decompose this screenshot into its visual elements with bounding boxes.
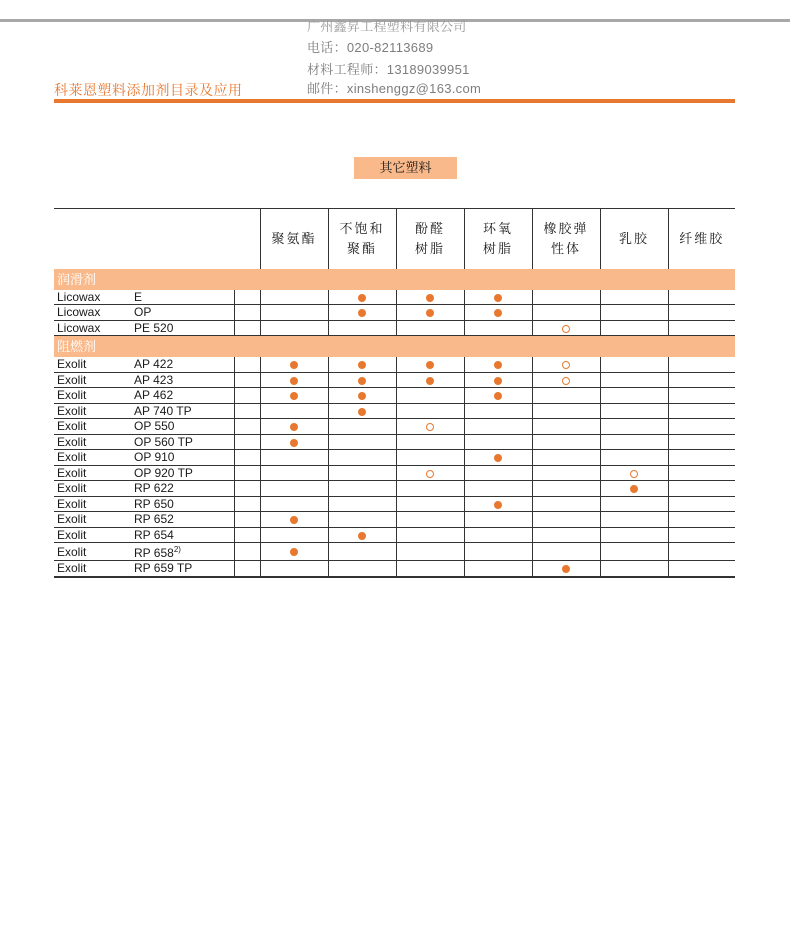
product-row [54, 481, 735, 497]
product-row [54, 388, 735, 404]
brand-cell: Exolit [54, 543, 134, 561]
brand-cell: Licowax [54, 290, 134, 305]
section-title: 其它塑料 [354, 157, 457, 179]
spacer-cell [234, 561, 260, 577]
applicability-cell [532, 372, 600, 388]
applicability-cell [532, 305, 600, 321]
applicability-cell [260, 527, 328, 543]
brand-cell: Exolit [54, 419, 134, 435]
grade-text: OP 910 [134, 450, 175, 465]
applicability-cell [328, 305, 396, 321]
applicability-cell [328, 561, 396, 577]
engineer-line: 材料工程师：13189039951 [307, 62, 470, 77]
filled-dot-icon [290, 361, 298, 369]
applicability-cell [600, 481, 668, 497]
filled-dot-icon [358, 294, 366, 302]
spacer-cell [234, 320, 260, 336]
header-blank [54, 209, 260, 269]
open-circle-icon [426, 470, 434, 478]
grade-cell [134, 561, 234, 577]
applicability-cell [668, 320, 735, 336]
applicability-cell [396, 543, 464, 561]
category-row [54, 336, 735, 358]
applicability-cell [260, 496, 328, 512]
applicability-cell [532, 512, 600, 528]
open-circle-icon [630, 470, 638, 478]
filled-dot-icon [358, 377, 366, 385]
grade-cell [134, 450, 234, 466]
open-circle-icon [562, 361, 570, 369]
grade-text: OP 550 [134, 419, 175, 434]
applicability-cell [532, 527, 600, 543]
applicability-cell [464, 320, 532, 336]
applicability-cell [396, 561, 464, 577]
col-header-phenolic-resin: 酚醛 树脂 [396, 209, 464, 269]
open-circle-icon [562, 377, 570, 385]
brand-cell: Exolit [54, 481, 134, 497]
applicability-cell [260, 372, 328, 388]
spacer-cell [234, 290, 260, 305]
applicability-cell [532, 357, 600, 372]
product-row [54, 419, 735, 435]
applicability-cell [396, 481, 464, 497]
grade-cell [134, 372, 234, 388]
applicability-cell [600, 561, 668, 577]
applicability-cell [600, 434, 668, 450]
applicability-cell [260, 403, 328, 419]
filled-dot-icon [290, 392, 298, 400]
col-header-polyurethane: 聚氨酯 [260, 209, 328, 269]
applicability-cell [668, 290, 735, 305]
filled-dot-icon [358, 392, 366, 400]
product-row [54, 496, 735, 512]
applicability-cell [464, 481, 532, 497]
grade-cell [134, 305, 234, 321]
grade-text: RP 652 [134, 512, 174, 527]
applicability-cell [260, 543, 328, 561]
product-row [54, 403, 735, 419]
open-circle-icon [426, 423, 434, 431]
applicability-cell [464, 434, 532, 450]
applicability-cell [464, 465, 532, 481]
filled-dot-icon [290, 516, 298, 524]
grade-cell [134, 543, 234, 561]
grade-text: OP 920 TP [134, 465, 193, 480]
grade-cell [134, 388, 234, 404]
applicability-cell [396, 419, 464, 435]
brand-cell: Exolit [54, 357, 134, 372]
applicability-cell [668, 512, 735, 528]
filled-dot-icon [426, 309, 434, 317]
applicability-cell [600, 290, 668, 305]
table-header-row [54, 209, 735, 269]
grade-cell [134, 512, 234, 528]
footnote-marker: 2) [173, 545, 181, 554]
applicability-cell [464, 305, 532, 321]
applicability-cell [600, 403, 668, 419]
applicability-cell [464, 419, 532, 435]
brand-cell: Licowax [54, 320, 134, 336]
applicability-cell [464, 290, 532, 305]
filled-dot-icon [426, 377, 434, 385]
spacer-cell [234, 403, 260, 419]
applicability-cell [260, 357, 328, 372]
brand-cell: Exolit [54, 372, 134, 388]
applicability-cell [260, 388, 328, 404]
applicability-cell [396, 450, 464, 466]
applicability-cell [668, 419, 735, 435]
product-row [54, 434, 735, 450]
spacer-cell [234, 305, 260, 321]
filled-dot-icon [494, 309, 502, 317]
brand-cell: Exolit [54, 434, 134, 450]
applicability-cell [464, 561, 532, 577]
filled-dot-icon [562, 565, 570, 573]
applicability-cell [668, 305, 735, 321]
applicability-cell [464, 543, 532, 561]
applicability-cell [532, 434, 600, 450]
category-row [54, 269, 735, 290]
applicability-cell [464, 403, 532, 419]
applicability-cell [600, 357, 668, 372]
applicability-cell [464, 357, 532, 372]
grade-cell [134, 527, 234, 543]
spacer-cell [234, 527, 260, 543]
applicability-cell [328, 512, 396, 528]
brand-cell: Exolit [54, 450, 134, 466]
applicability-cell [668, 434, 735, 450]
applicability-cell [260, 305, 328, 321]
category-label: 阻燃剂 [54, 336, 735, 358]
applicability-cell [396, 372, 464, 388]
applicability-cell [396, 465, 464, 481]
applicability-cell [260, 450, 328, 466]
applicability-cell [260, 481, 328, 497]
applicability-cell [600, 305, 668, 321]
applicability-cell [600, 512, 668, 528]
product-row [54, 320, 735, 336]
grade-cell [134, 434, 234, 450]
spacer-cell [234, 543, 260, 561]
filled-dot-icon [494, 377, 502, 385]
grade-text: E [134, 289, 143, 304]
company-name: 广州鑫昇工程塑料有限公司 [307, 19, 467, 34]
grade-text: RP 654 [134, 527, 174, 542]
applicability-cell [396, 496, 464, 512]
filled-dot-icon [290, 377, 298, 385]
applicability-cell [668, 372, 735, 388]
brand-cell: Licowax [54, 305, 134, 321]
product-row [54, 527, 735, 543]
applicability-cell [260, 290, 328, 305]
product-row [54, 357, 735, 372]
applicability-cell [668, 561, 735, 577]
col-header-viscose: 纤维胶 [668, 209, 735, 269]
brand-cell: Exolit [54, 403, 134, 419]
filled-dot-icon [358, 532, 366, 540]
applicability-cell [600, 465, 668, 481]
spacer-cell [234, 465, 260, 481]
applicability-cell [464, 496, 532, 512]
grade-text: RP 650 [134, 496, 174, 511]
applicability-cell [328, 419, 396, 435]
applicability-cell [260, 512, 328, 528]
filled-dot-icon [494, 294, 502, 302]
filled-dot-icon [290, 439, 298, 447]
applicability-cell [328, 543, 396, 561]
filled-dot-icon [630, 485, 638, 493]
product-row [54, 561, 735, 577]
applicability-cell [396, 320, 464, 336]
applicability-cell [396, 305, 464, 321]
application-table [54, 208, 735, 578]
applicability-cell [668, 543, 735, 561]
grade-text: AP 740 TP [134, 403, 192, 418]
brand-cell: Exolit [54, 388, 134, 404]
applicability-cell [532, 543, 600, 561]
spacer-cell [234, 450, 260, 466]
grade-text: AP 423 [134, 372, 174, 387]
applicability-cell [668, 357, 735, 372]
brand-cell: Exolit [54, 465, 134, 481]
applicability-cell [396, 434, 464, 450]
applicability-cell [532, 481, 600, 497]
applicability-cell [328, 388, 396, 404]
applicability-cell [668, 403, 735, 419]
open-circle-icon [562, 325, 570, 333]
product-row [54, 543, 735, 561]
filled-dot-icon [290, 423, 298, 431]
applicability-cell [260, 320, 328, 336]
applicability-cell [600, 496, 668, 512]
spacer-cell [234, 434, 260, 450]
applicability-cell [464, 450, 532, 466]
applicability-cell [328, 357, 396, 372]
applicability-cell [260, 434, 328, 450]
filled-dot-icon [494, 361, 502, 369]
applicability-cell [328, 403, 396, 419]
applicability-cell [532, 465, 600, 481]
applicability-cell [396, 512, 464, 528]
grade-cell [134, 465, 234, 481]
applicability-cell [464, 388, 532, 404]
grade-cell [134, 357, 234, 372]
spacer-cell [234, 481, 260, 497]
applicability-cell [328, 372, 396, 388]
applicability-cell [532, 403, 600, 419]
product-row [54, 512, 735, 528]
filled-dot-icon [358, 361, 366, 369]
category-label: 润滑剂 [54, 269, 735, 290]
filled-dot-icon [494, 392, 502, 400]
spacer-cell [234, 372, 260, 388]
applicability-cell [532, 290, 600, 305]
grade-text: AP 422 [134, 357, 174, 372]
applicability-cell [532, 561, 600, 577]
applicability-cell [532, 320, 600, 336]
filled-dot-icon [358, 309, 366, 317]
applicability-cell [396, 403, 464, 419]
applicability-cell [464, 512, 532, 528]
brand-cell: Exolit [54, 512, 134, 528]
applicability-cell [668, 481, 735, 497]
applicability-cell [532, 388, 600, 404]
col-header-epoxy-resin: 环氧 树脂 [464, 209, 532, 269]
applicability-cell [668, 450, 735, 466]
grade-cell [134, 320, 234, 336]
applicability-cell [668, 527, 735, 543]
applicability-cell [600, 527, 668, 543]
applicability-cell [396, 527, 464, 543]
applicability-cell [600, 543, 668, 561]
filled-dot-icon [358, 408, 366, 416]
col-header-rubber-elastomer: 橡胶弹 性体 [532, 209, 600, 269]
applicability-cell [668, 496, 735, 512]
applicability-cell [532, 450, 600, 466]
applicability-cell [328, 434, 396, 450]
applicability-cell [532, 496, 600, 512]
applicability-cell [328, 527, 396, 543]
filled-dot-icon [426, 361, 434, 369]
spacer-cell [234, 357, 260, 372]
applicability-cell [260, 419, 328, 435]
product-row [54, 290, 735, 305]
product-row [54, 450, 735, 466]
applicability-cell [600, 450, 668, 466]
filled-dot-icon [494, 454, 502, 462]
applicability-cell [464, 527, 532, 543]
phone-line: 电话：020-82113689 [307, 40, 434, 55]
applicability-cell [668, 388, 735, 404]
applicability-cell [260, 561, 328, 577]
applicability-cell [464, 372, 532, 388]
grade-cell [134, 290, 234, 305]
filled-dot-icon [426, 294, 434, 302]
orange-header-rule [54, 99, 735, 103]
grade-cell [134, 403, 234, 419]
grade-text: OP [134, 305, 152, 320]
applicability-cell [260, 465, 328, 481]
grade-text: RP 622 [134, 481, 174, 496]
applicability-cell [396, 290, 464, 305]
product-row [54, 305, 735, 321]
applicability-cell [328, 320, 396, 336]
document-title: 科莱恩塑料添加剂目录及应用 [54, 82, 243, 98]
email-line: 邮件：xinshenggz@163.com [307, 81, 482, 96]
applicability-cell [600, 320, 668, 336]
grade-text: OP 560 TP [134, 434, 193, 449]
filled-dot-icon [494, 501, 502, 509]
product-row [54, 372, 735, 388]
applicability-cell [532, 419, 600, 435]
grade-text: PE 520 [134, 320, 174, 335]
applicability-cell [396, 357, 464, 372]
col-header-latex: 乳胶 [600, 209, 668, 269]
filled-dot-icon [290, 548, 298, 556]
spacer-cell [234, 496, 260, 512]
applicability-cell [600, 419, 668, 435]
applicability-cell [328, 450, 396, 466]
spacer-cell [234, 512, 260, 528]
brand-cell: Exolit [54, 527, 134, 543]
applicability-cell [600, 388, 668, 404]
spacer-cell [234, 419, 260, 435]
applicability-cell [600, 372, 668, 388]
applicability-cell [668, 465, 735, 481]
applicability-cell [328, 465, 396, 481]
spacer-cell [234, 388, 260, 404]
applicability-cell [328, 496, 396, 512]
grade-cell [134, 419, 234, 435]
brand-cell: Exolit [54, 496, 134, 512]
applicability-cell [328, 290, 396, 305]
grade-text: RP 658 [134, 546, 174, 560]
grade-cell [134, 496, 234, 512]
grade-text: AP 462 [134, 388, 174, 403]
grade-text: RP 659 TP [134, 561, 193, 576]
applicability-cell [328, 481, 396, 497]
col-header-unsaturated-polyester: 不饱和 聚酯 [328, 209, 396, 269]
product-row [54, 465, 735, 481]
grade-cell [134, 481, 234, 497]
applicability-cell [396, 388, 464, 404]
brand-cell: Exolit [54, 561, 134, 577]
